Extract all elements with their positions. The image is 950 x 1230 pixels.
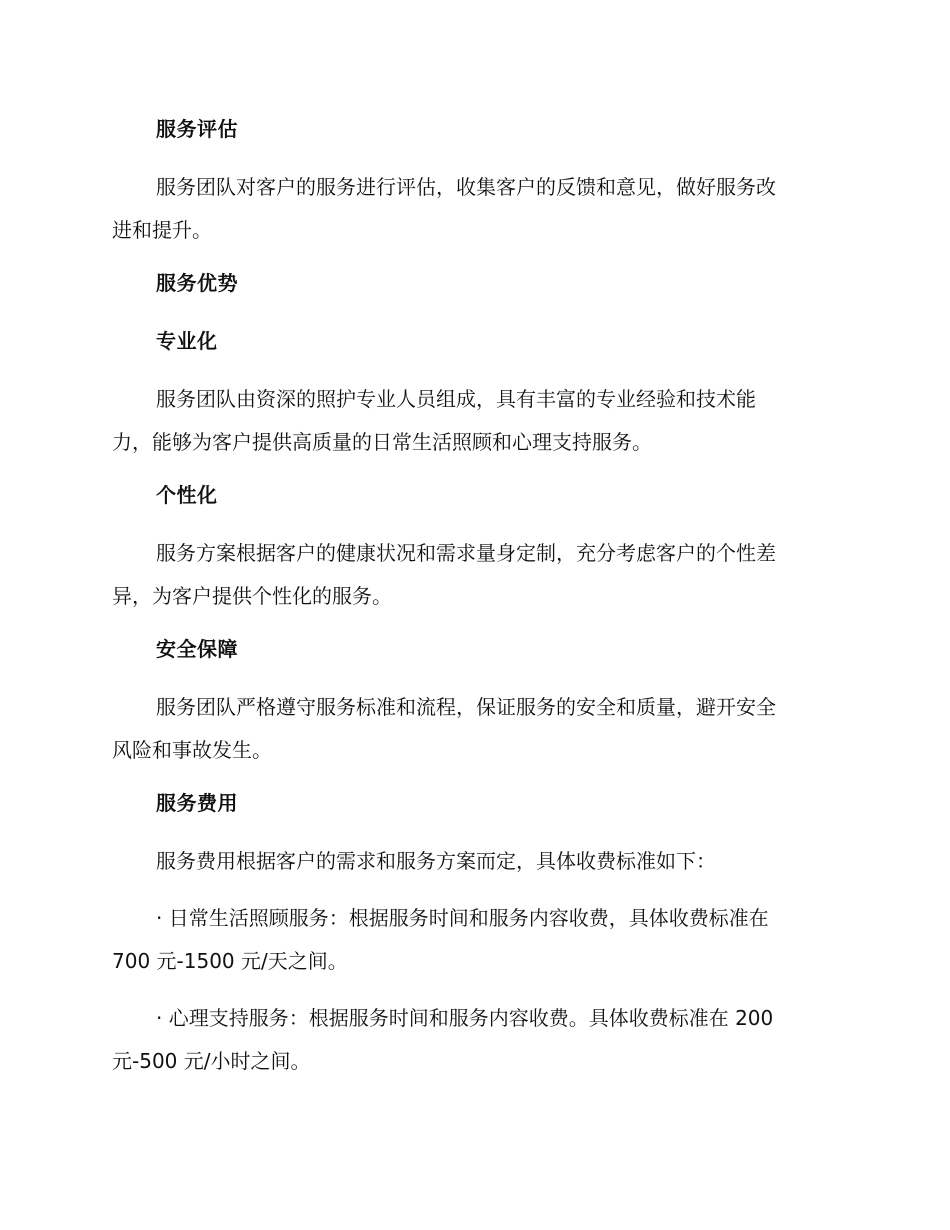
heading-personalized: 个性化 <box>156 483 218 507</box>
paragraph-line: 元-500 元/小时之间。 <box>112 1049 311 1073</box>
paragraph-service-evaluation <box>112 166 836 252</box>
paragraph-line: 服务方案根据客户的健康状况和需求量身定制，充分考虑客户的个性差 <box>156 541 776 565</box>
paragraph-professional <box>112 378 836 464</box>
heading-service-fees: 服务费用 <box>156 791 238 815</box>
heading-service-advantages: 服务优势 <box>156 271 238 295</box>
paragraph-line: 进和提升。 <box>112 218 212 242</box>
paragraph-line: 服务费用根据客户的需求和服务方案而定，具体收费标准如下： <box>156 849 716 873</box>
paragraph-line: · 日常生活照顾服务：根据服务时间和服务内容收费，具体收费标准在 <box>156 906 769 930</box>
paragraph-line: 异，为客户提供个性化的服务。 <box>112 584 392 608</box>
heading-professional: 专业化 <box>156 329 218 353</box>
paragraph-line: 服务团队对客户的服务进行评估，收集客户的反馈和意见，做好服务改 <box>156 175 776 199</box>
paragraph-line: 力，能够为客户提供高质量的日常生活照顾和心理支持服务。 <box>112 430 652 454</box>
list-item-psychological-support-fee <box>112 997 836 1083</box>
paragraph-personalized <box>112 532 836 618</box>
paragraph-line: 服务团队由资深的照护专业人员组成，具有丰富的专业经验和技术能 <box>156 387 756 411</box>
paragraph-line: 风险和事故发生。 <box>112 738 272 762</box>
heading-safety: 安全保障 <box>156 637 238 661</box>
document-page <box>112 112 836 1097</box>
paragraph-line: 700 元-1500 元/天之间。 <box>112 949 348 973</box>
list-item-daily-care-fee <box>112 897 836 983</box>
paragraph-safety <box>112 686 836 772</box>
paragraph-fees-intro <box>112 840 836 883</box>
paragraph-line: 服务团队严格遵守服务标准和流程，保证服务的安全和质量，避开安全 <box>156 695 776 719</box>
paragraph-line: · 心理支持服务：根据服务时间和服务内容收费。具体收费标准在 200 <box>156 1006 774 1030</box>
heading-service-evaluation: 服务评估 <box>156 117 238 141</box>
